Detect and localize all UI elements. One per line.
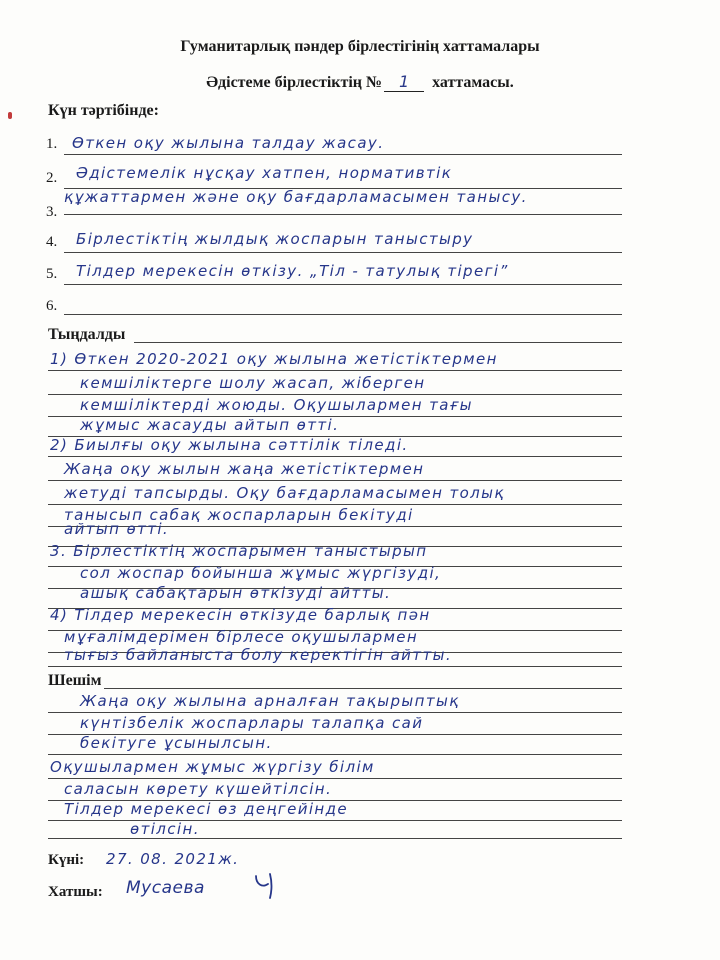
heard-rule xyxy=(48,370,622,371)
heard-line: ашық сабақтарын өткізуді айтты. xyxy=(80,584,392,602)
agenda-rule xyxy=(64,252,622,253)
protocol-number: 1 xyxy=(384,72,424,92)
document-title: Гуманитарлық пәндер бірлестігінің хаттамалары xyxy=(180,38,540,55)
decision-heading-rule xyxy=(104,688,622,689)
agenda-item-text: Бірлестіктің жылдық жоспарын таныстыру xyxy=(76,230,474,248)
heard-line: сол жоспар бойынша жұмыс жүргізуді, xyxy=(80,564,442,582)
decision-line: саласын көрету күшейтілсін. xyxy=(64,780,333,798)
agenda-item-number: 4. xyxy=(46,234,58,250)
agenda-item-number: 1. xyxy=(46,136,58,152)
agenda-item-number: 2. xyxy=(46,170,58,186)
agenda-item-number: 6. xyxy=(46,298,58,314)
agenda-heading: Күн тәртібінде: xyxy=(48,102,159,119)
agenda-rule xyxy=(64,154,622,155)
decision-rule xyxy=(48,838,622,839)
secretary-label: Хатшы: xyxy=(48,884,103,900)
agenda-rule xyxy=(64,284,622,285)
red-ink-mark xyxy=(8,112,12,119)
heard-line: Жаңа оқу жылын жаңа жетістіктермен xyxy=(64,460,425,478)
agenda-item-text: Тілдер мерекесін өткізу. „Тіл - татулық тірегі” xyxy=(76,262,509,280)
decision-line: күнтізбелік жоспарлары талапқа сай xyxy=(80,714,424,732)
agenda-item-text: құжаттармен және оқу бағдарламасымен танысу. xyxy=(64,188,528,206)
heard-rule xyxy=(48,480,622,481)
heard-line: кемшіліктерге шолу жасап, жіберген xyxy=(80,374,426,392)
agenda-item-text: Әдістемелік нұсқау хатпен, нормативтік xyxy=(76,164,453,182)
decision-line: бекітуге ұсынылсын. xyxy=(80,734,273,752)
heard-line: тығыз байланыста болу керектігін айтты. xyxy=(64,646,452,664)
decision-rule xyxy=(48,778,622,779)
decision-line: Жаңа оқу жылына арналған тақырыптық xyxy=(80,692,460,710)
heard-rule xyxy=(48,456,622,457)
heard-heading-rule xyxy=(134,342,622,343)
subtitle-prefix: Әдістеме бірлестіктің № xyxy=(206,74,383,91)
decision-rule xyxy=(48,712,622,713)
agenda-item-number: 5. xyxy=(46,266,58,282)
heard-line: 1) Өткен 2020-2021 оқу жылына жетістіктермен xyxy=(50,350,498,368)
heard-heading: Тыңдалды xyxy=(48,326,126,343)
secretary-name: Мусаева xyxy=(126,878,205,898)
agenda-rule xyxy=(64,314,622,315)
heard-rule xyxy=(48,394,622,395)
heard-line: жетуді тапсырды. Оқу бағдарламасымен толық xyxy=(64,484,505,502)
heard-line: 2) Биылғы оқу жылына сәттілік тіледі. xyxy=(50,436,409,454)
decision-line: өтілсін. xyxy=(130,820,200,838)
heard-line: кемшіліктерді жоюды. Оқушылармен тағы xyxy=(80,396,473,414)
heard-line: танысып сабақ жоспарларын бекітуді xyxy=(64,506,414,524)
decision-line: Тілдер мерекесі өз деңгейінде xyxy=(64,800,349,818)
heard-rule xyxy=(48,504,622,505)
heard-line: айтып өтті. xyxy=(64,520,170,538)
decision-heading: Шешім xyxy=(48,672,102,689)
protocol-subtitle xyxy=(0,72,720,92)
date-value: 27. 08. 2021ж. xyxy=(106,850,240,868)
decision-line: Оқушылармен жұмыс жүргізу білім xyxy=(50,758,375,776)
heard-line: мұғалімдерімен бірлесе оқушылармен xyxy=(64,628,419,646)
heard-line: 4) Тілдер мерекесін өткізуде барлық пән xyxy=(50,606,431,624)
heard-line: жұмыс жасауды айтып өтті. xyxy=(80,416,340,434)
heard-line: 3. Бірлестіктің жоспарымен таныстырып xyxy=(50,542,428,560)
signature-mark xyxy=(252,870,280,902)
heard-rule xyxy=(48,666,622,667)
date-label: Күні: xyxy=(48,852,85,868)
agenda-rule xyxy=(64,214,622,215)
decision-rule xyxy=(48,754,622,755)
subtitle-suffix: хаттамасы. xyxy=(432,74,514,91)
agenda-item-number: 3. xyxy=(46,204,58,220)
agenda-item-text: Өткен оқу жылына талдау жасау. xyxy=(72,134,385,152)
